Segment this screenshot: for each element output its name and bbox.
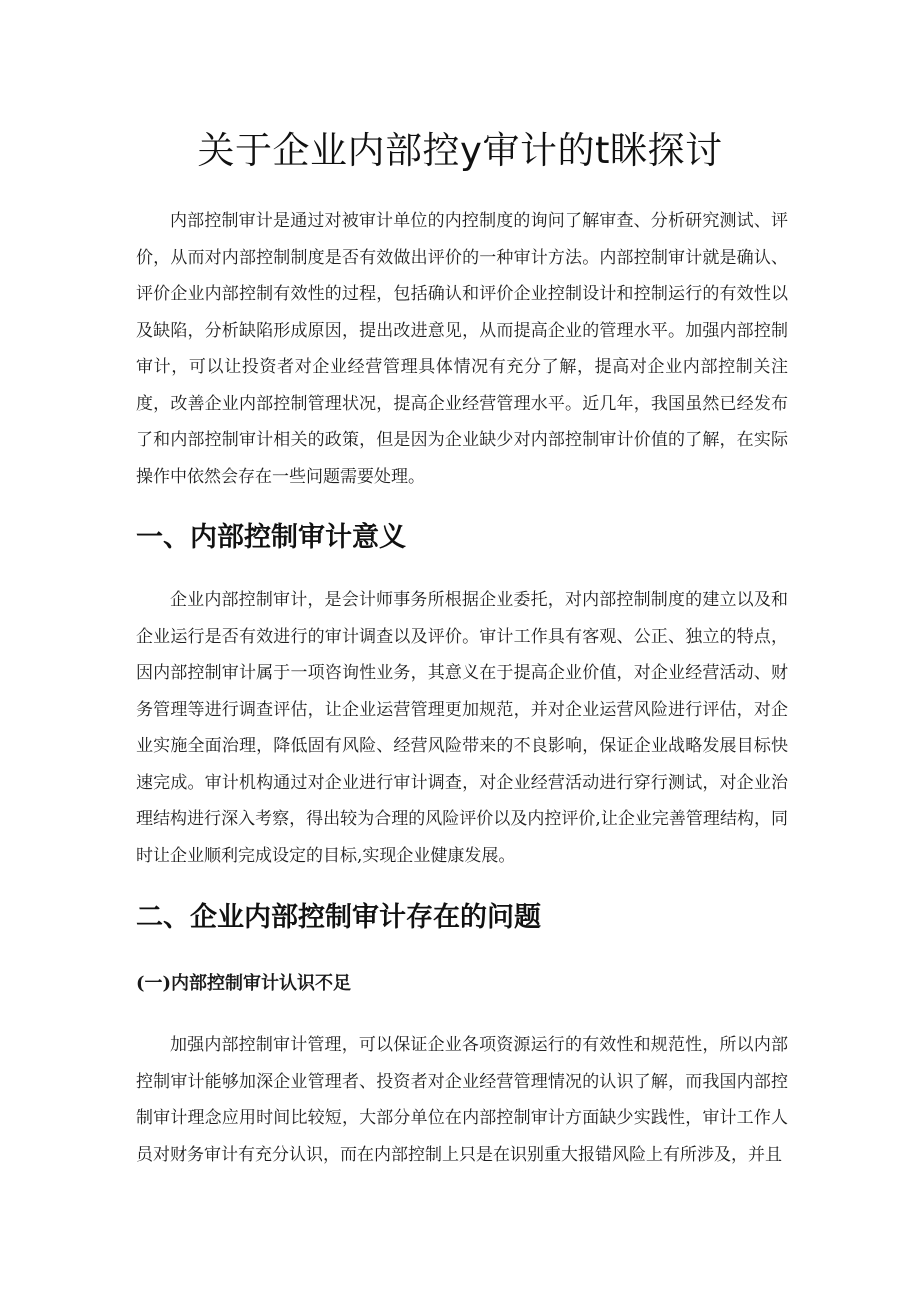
document-title: 关于企业内部控y审计的t眯探讨	[197, 129, 723, 172]
section-1-paragraph: 企业内部控制审计，是会计师事务所根据企业委托，对内部控制制度的建立以及和企业运行是否有效进行的审计调查以及评价。审计工作具有客观、公正、独立的特点，因内部控制审计属于一项咨询性业务，其意义在于提高企业价值，对企业经营活动、财务管理等进行调查评估，让企业运营管理更加规范，并对企业运营风险进行评估，对企业实施全面治理，降低固有风险、经营风险带来的不良影响，保证企业战略发展目标快速完成。审计机构通过对企业进行审计调查，对企业经营活动进行穿行测试，对企业治理结构进行深入考察，得出较为合理的风险评价以及内控评价,让企业完善管理结构，同时让企业顺利完成设定的目标,实现企业健康发展。	[136, 590, 788, 866]
section-1-heading: 一、内部控制审计意义	[136, 522, 406, 553]
subsection-1-paragraph: 加强内部控制审计管理，可以保证企业各项资源运行的有效性和规范性，所以内部控制审计能够加深企业管理者、投资者对企业经营管理情况的认识了解，而我国内部控制审计理念应用时间比较短，大部分单位在内部控制审计方面缺少实践性，审计工作人员对财务审计有充分认识，而在内部控制上只是在识别重大报错风险上有所涉及，并且	[136, 1035, 788, 1165]
section-2-heading: 二、企业内部控制审计存在的问题	[136, 902, 541, 933]
subsection-1-heading: (一)内部控制审计认识不足	[136, 973, 352, 994]
intro-paragraph: 内部控制审计是通过对被审计单位的内控制度的询问了解审查、分析研究测试、评价，从而对内部控制制度是否有效做出评价的一种审计方法。内部控制审计就是确认、评价企业内部控制有效性的过程，包括确认和评价企业控制设计和控制运行的有效性以及缺陷，分析缺陷形成原因，提出改进意见，从而提高企业的管理水平。加强内部控制审计，可以让投资者对企业经营管理具体情况有充分了解，提高对企业内部控制关注度，改善企业内部控制管理状况，提高企业经营管理水平。近几年，我国虽然已经发布了和内部控制审计相关的政策，但是因为企业缺少对内部控制审计价值的了解，在实际操作中依然会存在一些问题需要处理。	[136, 211, 788, 487]
